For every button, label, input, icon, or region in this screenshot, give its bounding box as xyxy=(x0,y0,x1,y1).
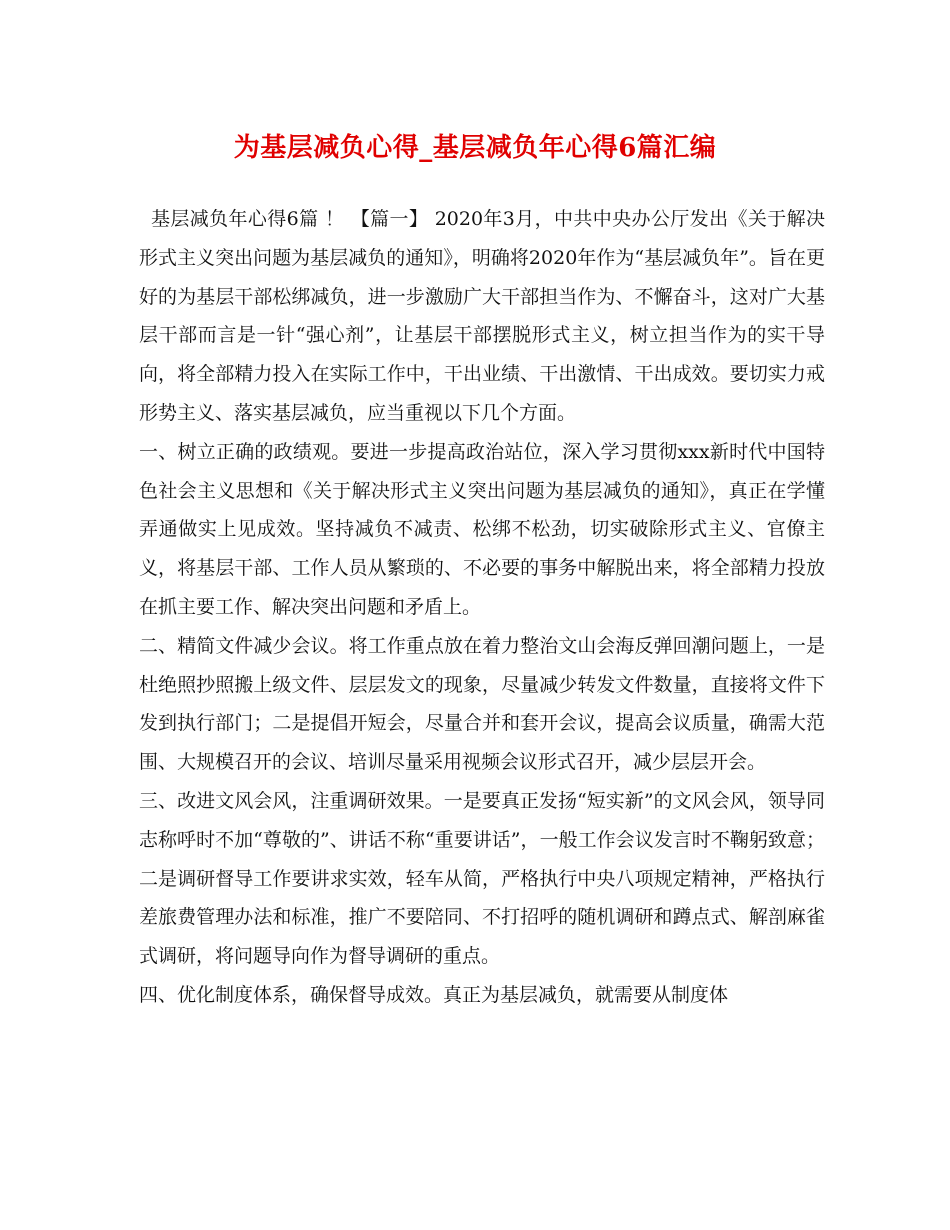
paragraph-intro: 基层减负年心得6篇 ！ 【篇一】 2020年3月，中共中央办公厅发出《关于解决形式主义突出问题为基层减负的通知》，明确将2020年作为“基层减负年”。旨在更好的为基层干部松绑减负，进一步激励广大干部担当作为、不懈奋斗，这对广大基层干部而言是一针“强心剂”，让基层干部摆脱形式主义，树立担当作为的实干导向，将全部精力投入在实际工作中，干出业绩、干出激情、干出成效。要切实力戒形势主义、落实基层减负，应当重视以下几个方面。 xyxy=(139,208,825,424)
paragraph-point-3: 三、改进文风会风，注重调研效果。一是要真正发扬“短实新”的文风会风，领导同志称呼时不加“尊敬的”、讲话不称“重要讲话”，一般工作会议发言时不鞠躬致意；二是调研督导工作要讲求实效，轻车从简，严格执行中央八项规定精神，严格执行差旅费管理办法和标准，推广不要陪同、不打招呼的随机调研和蹲点式、解剖麻雀式调研，将问题导向作为督导调研的重点。 xyxy=(139,789,825,968)
document-title: 为基层减负心得_基层减负年心得6篇汇编 xyxy=(233,133,717,163)
paragraph-point-1: 一、树立正确的政绩观。要进一步提高政治站位，深入学习贯彻xxx新时代中国特色社会主义思想和《关于解决形式主义突出问题为基层减负的通知》，真正在学懂弄通做实上见成效。坚持减负不减责、松绑不松劲，切实破除形式主义、官僚主义，将基层干部、工作人员从繁琐的、不必要的事务中解脱出来，将全部精力投放在抓主要工作、解决突出问题和矛盾上。 xyxy=(139,440,825,618)
paragraph-point-2: 二、精简文件减少会议。将工作重点放在着力整治文山会海反弹回潮问题上，一是杜绝照抄照搬上级文件、层层发文的现象，尽量减少转发文件数量，直接将文件下发到执行部门；二是提倡开短会，尽量合并和套开会议，提高会议质量，确需大范围、大规模召开的会议、培训尽量采用视频会议形式召开，减少层层开会。 xyxy=(139,634,825,774)
paragraph-point-4: 四、优化制度体系，确保督导成效。真正为基层减负，就需要从制度体 xyxy=(139,983,729,1006)
document-body xyxy=(139,200,825,1015)
